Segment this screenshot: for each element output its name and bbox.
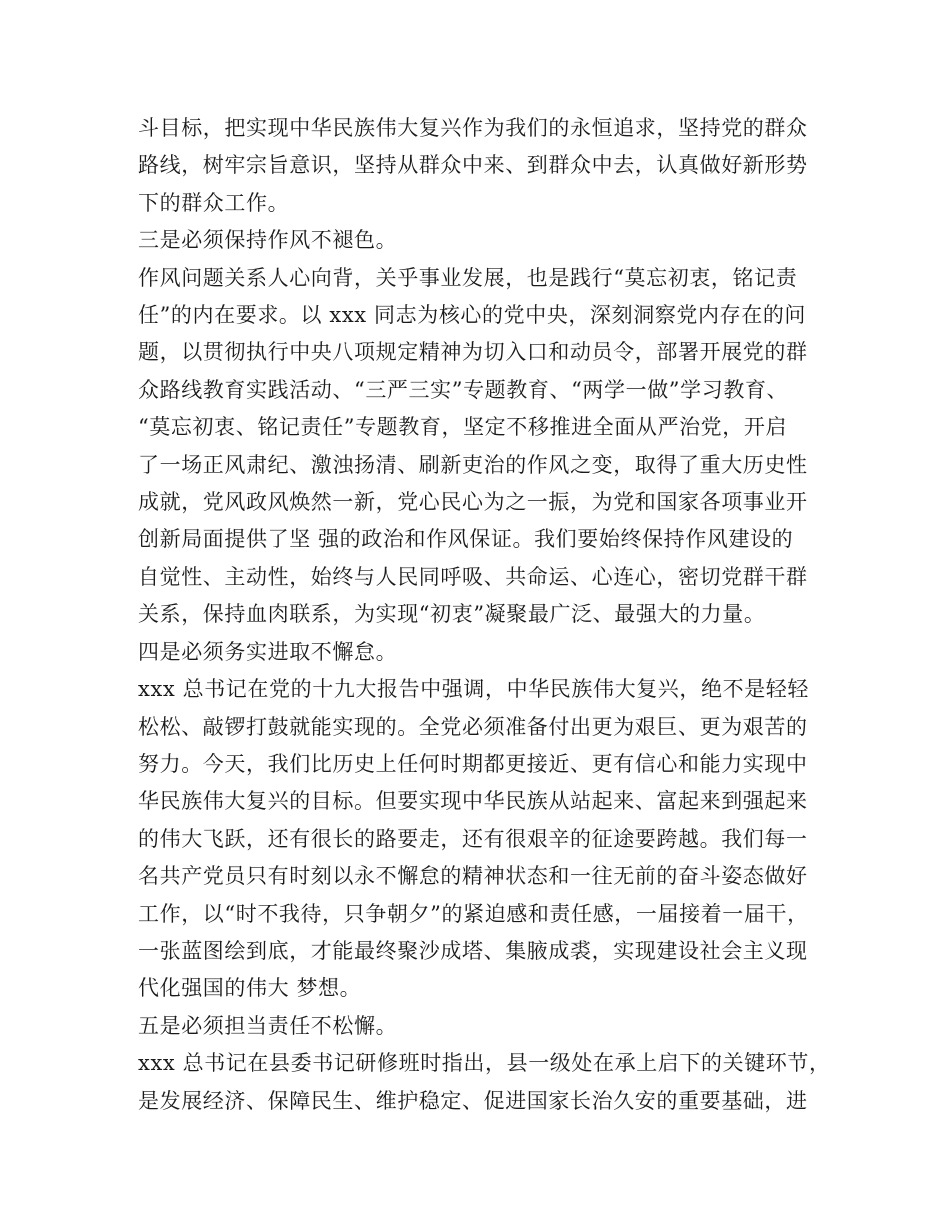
text-line: 路线，树牢宗旨意识，坚持从群众中来、到群众中去，认真做好新形势 — [138, 153, 808, 178]
text-line: 代化强国的伟大 梦想。 — [138, 976, 362, 1001]
text-line: 自觉性、主动性，始终与人民同呼吸、共命运、心连心，密切党群干群 — [138, 564, 808, 589]
text-line: 题，以贯彻执行中央八项规定精神为切入口和动员令，部署开展党的群 — [138, 340, 808, 365]
text-line: 关系，保持血肉联系，为实现“初衷”凝聚最广泛、最强大的力量。 — [138, 602, 766, 627]
text-line: 松松、敲锣打鼓就能实现的。全党必须准备付出更为艰巨、更为艰苦的 — [138, 714, 808, 739]
text-line: 一张蓝图绘到底，才能最终聚沙成塔、集腋成裘，实现建设社会主义现 — [138, 938, 808, 963]
text-line: 下的群众工作。 — [138, 190, 290, 215]
text-line: 创新局面提供了坚 强的政治和作风保证。我们要始终保持作风建设的 — [138, 527, 794, 552]
text-line: xxx 总书记在县委书记研修班时指出，县一级处在承上启下的关键环节， — [138, 1051, 831, 1076]
text-line: 作风问题关系人心向背，关乎事业发展，也是践行“莫忘初衷，铭记责 — [138, 265, 798, 290]
text-line: 努力。今天，我们比历史上任何时期都更接近、更有信心和能力实现中 — [138, 751, 808, 776]
text-line: 名共产党员只有时刻以永不懈怠的精神状态和一往无前的奋斗姿态做好 — [138, 864, 808, 889]
text-line: 任”的内在要求。以 xxx 同志为核心的党中央，深刻洞察党内存在的问 — [138, 303, 807, 328]
text-line: 的伟大飞跃，还有很长的路要走，还有很艰辛的征途要跨越。我们每一 — [138, 826, 808, 851]
text-line: 工作，以“时不我待，只争朝夕”的紧迫感和责任感，一届接着一届干， — [138, 901, 809, 926]
section-heading-3: 三是必须保持作风不褪色。 — [138, 228, 398, 253]
section-heading-5: 五是必须担当责任不松懈。 — [138, 1013, 398, 1038]
body-text — [138, 110, 831, 1120]
text-line: 斗目标，把实现中华民族伟大复兴作为我们的永恒追求，坚持党的群众 — [138, 116, 808, 140]
text-line: 成就，党风政风焕然一新，党心民心为之一振，为党和国家各项事业开 — [138, 490, 808, 515]
text-line: xxx 总书记在党的十九大报告中强调，中华民族伟大复兴，绝不是轻轻 — [138, 677, 810, 702]
text-line: 是发展经济、保障民生、维护稳定、促进国家长治久安的重要基础，进 — [138, 1088, 808, 1113]
text-line: “莫忘初衷、铭记责任”专题教育，坚定不移推进全面从严治党，开启 — [138, 415, 788, 440]
text-line: 华民族伟大复兴的目标。但要实现中华民族从站起来、富起来到强起来 — [138, 789, 808, 814]
section-heading-4: 四是必须务实进取不懈怠。 — [138, 639, 398, 664]
text-line: 了一场正风肃纪、激浊扬清、刷新吏治的作风之变，取得了重大历史性 — [138, 452, 808, 477]
text-line: 众路线教育实践活动、“三严三实”专题教育、“两学一做”学习教育、 — [138, 377, 789, 402]
